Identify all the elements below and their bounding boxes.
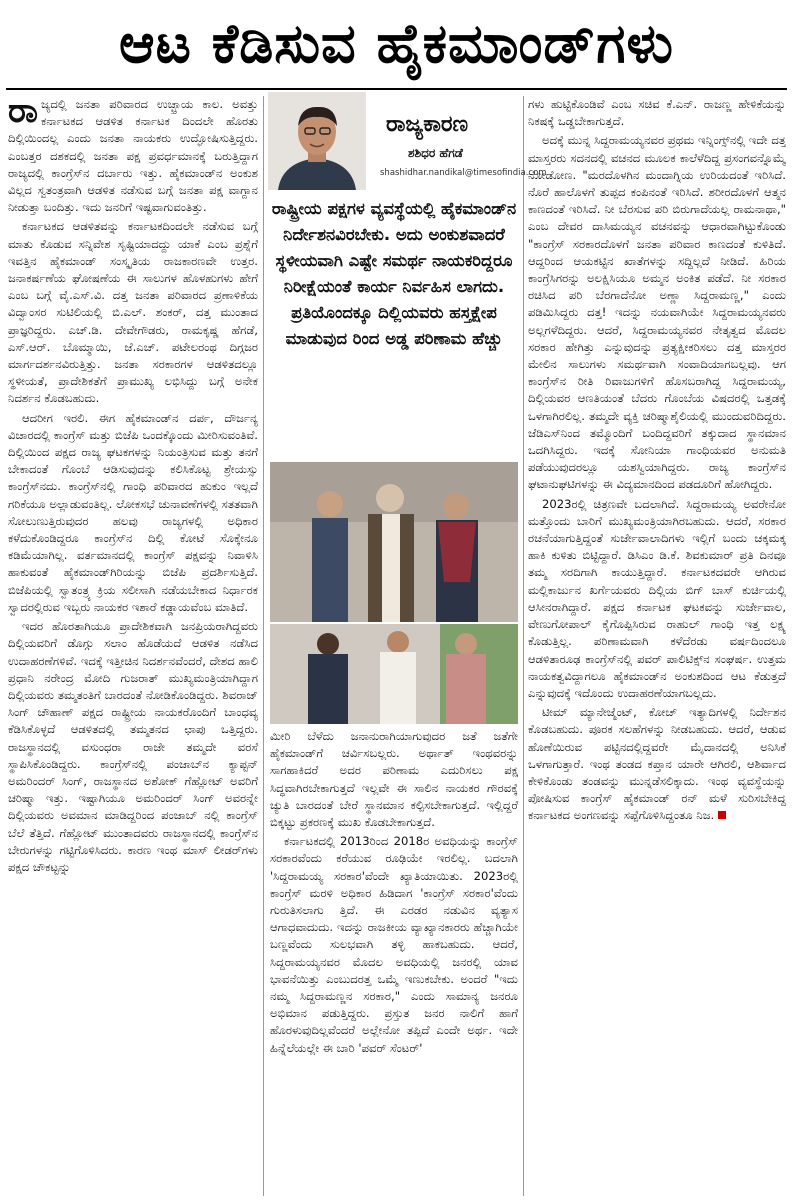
col1-para-4: ಇದರ ಹೊರತಾಗಿಯೂ ಪ್ರಾದೇಶಿಕವಾಗಿ ಜನಪ್ರಿಯರಾಗಿದ್ದವರು ದಿಲ್ಲಿಯವರಿಗೆ ಡೊಗ್ಗು ಸಲಾಂ ಹೊಡೆಯದೆ ಆಡಳಿತ ನಡೆಸಿದ ಉದಾಹರಣೆಗಳಿವೆ. ಇದಕ್ಕೆ ಇತ್ತೀಚಿನ ನಿದರ್ಶನವೆಂದರೆ, ದೇಶದ ಹಾಲಿ ಪ್ರಧಾನಿ ನರೇಂದ್ರ ಮೋದಿ ಗುಜರಾತ್ ಮುಖ್ಯಮಂತ್ರಿಯಾಗಿದ್ದಾಗ ದಿಲ್ಲಿಯವರು ತಮ್ಮತಂತಿಗೆ ಬಾರದಂತೆ ನೋಡಿಕೊಂಡಿದ್ದರು. ಶಿವರಾಜ್ ಸಿಂಗ್ ಚೌಹಾಣ್ ಪಕ್ಷದ ರಾಷ್ಟ್ರೀಯ ನಾಯಕರೊಂದಿಗೆ ಬಾಂಧವ್ಯ ಕೆಡಿಸಿಕೊಳ್ಳದೆ ಆಡಳಿತದಲ್ಲಿ ತಮ್ಮತನದ ಛಾಪು ಒತ್ತಿದ್ದರು. ರಾಜಸ್ಥಾನದಲ್ಲಿ ವಸುಂಧರಾ ರಾಜೇ ತಮ್ಮದೇ ವರಸೆ ಸ್ಥಾಪಿಸಿಕೊಂಡಿದ್ದರು. ಕಾಂಗ್ರೆಸ್‌ನಲ್ಲಿ ಪಂಜಾಬ್‌ನ ಕ್ಯಾಪ್ಟನ್ ಅಮರಿಂದರ್ ಸಿಂಗ್, ರಾಜಸ್ಥಾನದ ಅಶೋಕ್ ಗೆಹ್ಲೋಟ್ ಅವರಿಗೆ ಚರಿಷ್ಮಾ ಇತ್ತು. ಇಷ್ಟಾಗಿಯೂ ಅಮರಿಂದರ್ ಸಿಂಗ್ ಅವರನ್ನೇ ದಿಲ್ಲಿಯವರು ಅವಮಾನ ಮಾಡಿದ್ದರಿಂದ ಪಂಜಾಬ್ ನಲ್ಲಿ ಕಾಂಗ್ರೆಸ್ ಬೆಲೆ ತೆತ್ತಿದೆ. ಗೆಹ್ಲೋಟ್ ಮುಂತಾದವರು ರಾಜಸ್ಥಾನದಲ್ಲಿ ಕಾಂಗ್ರೆಸ್‌ನ ಬೇರುಗಳನ್ನು ಗಟ್ಟಿಗೊಳಿಸಿದರು. ಕಾರಣ ಇಂಥ ಮಾಸ್ ಲೀಡರ್‌ಗಳು ಪಕ್ಷದ ಚೌಕಟ್ಟನ್ನು (8, 619, 258, 874)
headline: ಆಟ ಕೆಡಿಸುವ ಹೈಕಮಾಂಡ್‌ಗಳು (119, 12, 674, 75)
col1-para-2: ಕರ್ನಾಟಕದ ಆಡಳಿತವನ್ನು ಕರ್ನಾಟಕದಿಂದಲೇ ನಡೆಸುವ ಬಗ್ಗೆ ಮಾತು ಕೊಡುವ ಸನ್ನಿವೇಶ ಸೃಷ್ಟಿಯಾದದ್ದು ಯಾಕೆ ಎಂಬ ಪ್ರಶ್ನೆಗೆ ಇವತ್ತಿನ ಹೈಕಮಾಂಡ್ ಸಂಸ್ಕೃತಿಯ ರಾಜಕಾರಣವೇ ಉತ್ತರ. ಜನಾಕರ್ಷಣೆಯ ಘೋಷಣೆಯ ಈ ಸಾಲುಗಳ ಹೊಳಹುಗಳು ಹೇಗೆ ಎಂಬ ಬಗ್ಗೆ ವೈ.ಎಸ್.ವಿ. ದತ್ತ ಜನತಾ ಪರಿವಾರದ ಪ್ರಣಾಳಿಕೆಯ ವಿದ್ವಾಂಸರ ಸುಟಿಲಿಯಲ್ಲಿ ಬಿ.ಎಲ್. ಶಂಕರ್, ದತ್ತ ಮುಂತಾದ ಪ್ರಾಜ್ಞರಿದ್ದರು. ಎಚ್.ಡಿ. ದೇವೇಗೌಡರು, ರಾಮಕೃಷ್ಣ ಹೆಗಡೆ, ಎಸ್.ಆರ್. ಬೊಮ್ಮಾಯಿ, ಜೆ.ಎಚ್. ಪಟೇಲರಂಥ ದಿಗ್ಗಜರ ಮಾರ್ಗದರ್ಶನವಿರುತ್ತಿತ್ತು. ಜನತಾ ಸರಕಾರಗಳ ಆಡಳಿತದಲ್ಲೂ ಸ್ಥಳೀಯತೆ, ಪ್ರಾದೇಶಿಕತೆಗೆ ಪ್ರಾಮುಖ್ಯ ಲಭಿಸಿದ್ದು ಬಗ್ಗೆ ಅನೇಕ ನಿದರ್ಶನ ಕೊಡಬಹುದು. (8, 219, 258, 406)
news-photo-bjp-leaders (270, 462, 518, 622)
col2-para-1: ಮೀರಿ ಬೆಳೆದು ಜನಾನುರಾಗಿಯಾಗುವುದರ ಜತೆ ಜತೆಗೇ ಹೈಕಮಾಂಡ್‌ಗೆ ಚರ್ವಿಸಬಲ್ಲರು. ಅರ್ಥಾತ್ ಇಂಥವರನ್ನು ಸಾಗಹಾಕಿದರೆ ಅದರ ಪರಿಣಾಮ ಎದುರಿಸಲು ಪಕ್ಷ ಸಿದ್ಧವಾಗಿರಬೇಕಾಗುತ್ತದೆ ಇಲ್ಲವೇ ಈ ಸಾಲಿನ ನಾಯಕರ ಗೌರವಕ್ಕೆ ಚ್ಯುತಿ ಬಾರದಂತೆ ಬೇರೆ ಸ್ಥಾನಮಾನ ಕಲ್ಪಿಸಬೇಕಾಗುತ್ತದೆ. ಇಲ್ಲಿದ್ದರೆ ಬಿಕ್ಕಟ್ಟು ಪ್ರಕರಣಕ್ಕೆ ಮುಖ ಕೊಡಬೇಕಾಗುತ್ತದೆ. (270, 729, 518, 830)
col1-para-3: ಆದರೀಗ ಇರಲಿ. ಈಗ ಹೈಕಮಾಂಡ್‌ನ ದರ್ಪ, ದೌರ್ಜನ್ಯ ವಿಚಾರದಲ್ಲಿ ಕಾಂಗ್ರೆಸ್ ಮತ್ತು ಬಿಜೆಪಿ ಒಂದಕ್ಕೊಂದು ಮೀರಿಸುವಂತಿವೆ. ದಿಲ್ಲಿಯಿಂದ ಪಕ್ಷದ ರಾಜ್ಯ ಘಟಕಗಳನ್ನು ನಿಯಂತ್ರಿಸುವ ಮತ್ತು ತನಗೆ ಬೇಕಾದಂತೆ ಗೊಂಬೆ ಆಡಿಸುವುದನ್ನು ಕಲಿಸಿಕೊಟ್ಟ ಶ್ರೇಯಸ್ಸು ಕಾಂಗ್ರೆಸ್‌ನದು. ಕಾಂಗ್ರೆಸ್‌ನಲ್ಲಿ ಗಾಂಧಿ ಪರಿವಾರದ ಹುಕುಂ ಇಲ್ಲದೆ ಗರಿಕೆಯೂ ಅಲ್ಲಾಡುವಂತಿಲ್ಲ. ಲೋಕಸಭೆ ಚುನಾವಣೆಗಳಲ್ಲಿ ಸತತವಾಗಿ ಸೋಲುಣುತ್ತಿರುವುದರ ಹಲವು ರಾಜ್ಯಗಳಲ್ಲಿ ಅಧಿಕಾರ ಕಳೆದುಕೊಂಡಿದ್ದರೂ ಕಾಂಗ್ರೆಸ್‌ನ ದಿಲ್ಲಿ ಕೋಟೆ ಸೊಕ್ಕೇನೂ ಕಡಿಮೆಯಾಗಿಲ್ಲ. ವರ್ತಮಾನದಲ್ಲಿ ಕಾಂಗ್ರೆಸ್ ಪಕ್ಷವನ್ನು ನಿವಾಳಿಸಿ ಹಾಕುವಂತೆ ಹೈಕಮಾಂಡ್‌ಗಿರಿಯನ್ನು ಬಿಜೆಪಿ ಪ್ರದರ್ಶಿಸುತ್ತಿದೆ. ಬಿಜೆಪಿಯಲ್ಲಿ ಸ್ವಾತಂತ್ರ್ಯ ಕ್ರಿಯ ಸಲೀಸಾಗಿ ನಡೆಯಬೇಕಾದ ನಿರ್ಧಾರಕ ಸ್ವಾದರಲ್ಲಿರುವ ಇಬ್ಬರು ನಾಯಕರ ಇಶಾರೆ ಕಡ್ಡಾಯವೆಂಬ ಮಾತಿದೆ. (8, 410, 258, 614)
headline-rule (6, 88, 787, 90)
author-photo (268, 92, 366, 190)
column-2 (270, 728, 518, 1198)
end-mark-icon (718, 811, 726, 819)
author-email[interactable]: shashidhar.nandikal@timesofindia.com (380, 168, 547, 178)
col3-para-2: ಅದಕ್ಕೆ ಮುನ್ನ ಸಿದ್ದರಾಮಯ್ಯನವರ ಪ್ರಥಮ ಇನ್ನಿಂಗ್ಸ್‌ನಲ್ಲಿ ಇದೇ ದತ್ತ ಮಾಸ್ತರರು ಸದನದಲ್ಲಿ ವಚನದ ಮೂಲಕ ಕಾಲೆಳೆದಿದ್ದ ಪ್ರಸಂಗವನ್ನೊಮ್ಮೆ ನೋಡೋಣ. "ಮರದೊಳಗಿನ ಮಂದಾಗ್ನಿಯ ಉರಿಯದಂತೆ ಇರಿಸಿದೆ. ನೊರೆ ಹಾಲೊಳಗೆ ತುಪ್ಪದ ಕಂಪಿನಂತೆ ಇರಿಸಿದೆ. ಶರೀರದೊಳಗೆ ಆತ್ಮನ ಕಾಣದಂತೆ ಇರಿಸಿದೆ. ನೀ ಬೆರಸುವ ಪರಿ ಬಿರುಗಾದೆಯಲ್ಲ ರಾಮನಾಥಾ," ಎಂಬ ದೇವರ ದಾಸಿಮಯ್ಯನ ವಚನವನ್ನು ಆಧಾರವಾಗಿಟ್ಟುಕೊಂಡು "ಕಾಂಗ್ರೆಸ್ ಸರಕಾರದೊಳಗೆ ಜನತಾ ಪರಿವಾರ ಕಾಣದಂತೆ ಕುಳಿತಿದೆ. ಆದ್ದರಿಂದ ಆಯಕಟ್ಟಿನ ಖಾತೆಗಳನ್ನು ಸದ್ದಿಲ್ಲದೆ ನೀಡಿದೆ. ಹಿರಿಯ ಕಾಂಗ್ರೆಸಿಗರನ್ನು ಅಲಕ್ಷಿಸಿಯೂ ಅಮ್ಮನ ಅಂಕಿತ ಪಡೆದೆ. ನೀ ಸರಕಾರ ರಚಿಸಿದ ಪರಿ ಬೆರಗಾದೆನೋ ಅಣ್ಣಾ ಸಿದ್ದರಾಮಣ್ಣ," ಎಂದು ಪಡಿಮಿಸಿದ್ದರು ದತ್ತ! ಇದನ್ನು ನಯವಾಗಿಯೇ ಸಿದ್ದರಾಮಯ್ಯನವರು ಅಲ್ಲಗಳೆದಿದ್ದರು. ಆದರೆ, ಸಿದ್ದರಾಮಯ್ಯನವರ ನೇತೃತ್ವದ ಮೊದಲ ಸರಕಾರ ಹೇಗಿತ್ತು ಎನ್ನುವುದನ್ನು ಪ್ರತ್ಯಕ್ಷೀಕರಿಸಲು ದತ್ತ ಮಾಸ್ತರರ ಮೇಲಿನ ಸಾಲುಗಳು ಸಮರ್ಥವಾಗಿ ಸಂವಾದಿಯಾಗಬಲ್ಲವು. ಆಗ ಕಾಂಗ್ರೆಸ್‌ನ ರೀತಿ ರಿವಾಜುಗಳಿಗೆ ಹೊಸಬರಾಗಿದ್ದ ಸಿದ್ದರಾಮಯ್ಯ, ದಿಲ್ಲಿಯವರ ಆಣತಿಯಂತೆ ಬೆದರು ಗೊಂಬೆಯ ವಿಷದರಲ್ಲಿ ಒತ್ತಡಕ್ಕೆ ಒಳಗಾಗಿರಲಿಲ್ಲ. ತಮ್ಮದೇ ವ್ಯಕ್ತಿ ಚರಿಷ್ಮಾಶೈಲಿಯಲ್ಲಿ ಮುಂದುವರಿದಿದ್ದರು. ಜೆಡಿಎಸ್‌ನಿಂದ ತಮ್ಮೊಂದಿಗೆ ಬಂದಿದ್ದವರಿಗೆ ತಕ್ಕುದಾದ ಸ್ಥಾನಮಾನ ಒದಗಿಸಿದ್ದರು. ಇದಕ್ಕೆ ಸೋನಿಯಾ ಗಾಂಧಿಯವರ ಅನುಮತಿ ಪಡೆಯುವುದರಲ್ಲೂ ಯಶಸ್ವಿಯಾಗಿದ್ದರು. ರಾಜ್ಯ ಕಾಂಗ್ರೆಸ್‌ನ ಘಟಾನುಘಟಿಗಳನ್ನು ಈ ವಿದ್ಯಮಾನದಿಂದ ಪಡದೂರಿಗೆ ಹೋಗಿದ್ದರು. (528, 133, 786, 492)
pull-quote: ರಾಷ್ಟ್ರೀಯ ಪಕ್ಷಗಳ ವ್ಯವಸ್ಥೆಯಲ್ಲಿ ಹೈಕಮಾಂಡ್‌ನ ನಿರ್ದೇಶನವಿರಬೇಕು. ಅದು ಅಂಕುಶವಾದರೆ ಸ್ಥಳೀಯವಾಗಿ ಎಷ್ಟೇ ಸಮರ್ಥ ನಾಯಕರಿದ್ದರೂ ನಿರೀಕ್ಷೆಯಂತೆ ಕಾರ್ಯ ನಿರ್ವಹಿಸ ಲಾಗದು. ಪ್ರತಿಯೊಂದಕ್ಕೂ ದಿಲ್ಲಿಯವರು ಹಸ್ತಕ್ಷೇಪ ಮಾಡುವುದ ರಿಂದ ಅಡ್ಡ ಪರಿಣಾಮ ಹೆಚ್ಚು (271, 199, 517, 348)
column-1 (8, 96, 258, 1196)
col1-para-1 (8, 96, 258, 216)
col3-para-4 (528, 704, 786, 824)
author-portrait (268, 92, 366, 190)
drop-cap: ರಾ (8, 96, 38, 131)
photo-illustration-1 (270, 462, 518, 622)
byline-box (268, 92, 547, 190)
col2-para-2: ಕರ್ನಾಟಕದಲ್ಲಿ 2013ರಿಂದ 2018ರ ಅವಧಿಯನ್ನು ಕಾಂಗ್ರೆಸ್ ಸರಕಾರವೆಂದು ಕರೆಯುವ ರೂಢಿಯೇ ಇರಲಿಲ್ಲ. ಬದಲಾಗಿ 'ಸಿದ್ದರಾಮಯ್ಯ ಸರಕಾರ'ವೆಂದೇ ಖ್ಯಾತಿಯಾಯಿತು. 2023ರಲ್ಲಿ ಕಾಂಗ್ರೆಸ್ ಮರಳಿ ಅಧಿಕಾರ ಹಿಡಿದಾಗ 'ಕಾಂಗ್ರೆಸ್ ಸರಕಾರ'ವೆಂದು ಗುರುತಿಸಲಾಗು ತ್ತಿದೆ. ಈ ಎರಡರ ನಡುವಿನ ವ್ಯತ್ಯಾಸ ಆಗಾಧವಾದುದು. ಇದನ್ನು ರಾಜಕೀಯ ವ್ಯಾಖ್ಯಾನಕಾರರು ಹೆಚ್ಚಾಗಿಯೇ ಬಣ್ಣವೆಂದು ಸುಲಭವಾಗಿ ತಳ್ಳಿ ಹಾಕಬಹುದು. ಆದರೆ, ಸಿದ್ದರಾಮಯ್ಯನವರ ಮೊದಲ ಅವಧಿಯಲ್ಲಿ ಜನರಲ್ಲಿ ಯಾವ ಭಾವನೆಯಿತ್ತು ಎಂಬುದರತ್ತ ಒಮ್ಮೆ ಇಣುಕಬೇಕು. ಅಂದರೆ "ಇದು ನಮ್ಮ ಸಿದ್ದರಾಮಣ್ಣನ ಸರಕಾರ," ಎಂದು ಸಾಮಾನ್ಯ ಜನರೂ ಅಭಿಮಾನ ಪಡುತ್ತಿದ್ದರು. ಪ್ರಸ್ತುತ ಜನರ ನಾಲಿಗೆ ಹಾಗೆ ಹೊರಳುವುದಿಲ್ಲವೆಂದರೆ ಅಲ್ಲೇನೋ ತಪ್ಪಿದೆ ಎಂದೇ ಅರ್ಥ. ಇದೇ ಹಿನ್ನೆಲೆಯಲ್ಲೇ ಈ ಬಾರಿ 'ಪವರ್ ಸೆಂಟರ್' (270, 834, 518, 1055)
column-divider-2 (523, 96, 524, 1196)
col3-para-1: ಗಳು ಹುಟ್ಟಿಕೊಂಡಿವೆ ಎಂಬ ಸಚಿವ ಕೆ.ಎನ್. ರಾಜಣ್ಣ ಹೇಳಿಕೆಯನ್ನು ನಿಕಷಕ್ಕೆ ಒಡ್ಡಬೇಕಾಗುತ್ತದೆ. (528, 97, 786, 129)
author-name: ಶಶಿಧರ ಹೆಗಡೆ (408, 146, 463, 160)
column-divider-1 (263, 96, 264, 1196)
photo-illustration-2 (270, 624, 518, 724)
column-3 (528, 96, 786, 1196)
col3-para-3: 2023ರಲ್ಲಿ ಚಿತ್ರಣವೇ ಬದಲಾಗಿದೆ. ಸಿದ್ದರಾಮಯ್ಯ ಅವರೇನೋ ಮತ್ತೊಂದು ಬಾರಿಗೆ ಮುಖ್ಯಮಂತ್ರಿಯಾಗಿರಬಹುದು. ಆದರೆ, ಸರಕಾರ ರಚನೆಯಾಗುತ್ತಿದ್ದಂತೆ ಸುರ್ಜೇವಾಲಾದಿಗಳು ಇಲ್ಲಿಗೆ ಬಂದು ಚಕ್ಕಮಕ್ಕ ಹಾಕಿ ಕುಳಿತು ಬಿಟ್ಟಿದ್ದಾರೆ. ಡಿಸಿಎಂ ಡಿ.ಕೆ. ಶಿವಕುಮಾರ್ ಪ್ರತಿ ದಿನವೂ ತಮ್ಮ ಸರದಿಗಾಗಿ ಕಾಯುತ್ತಿದ್ದಾರೆ. ಕರ್ನಾಟಕದವರೇ ಆಗಿರುವ ಮಲ್ಲಿಕಾರ್ಜುನ ಖರ್ಗೆಯವರು ದಿಲ್ಲಿಯ ಬಿಗ್ ಬಾಸ್ ಕುರ್ಚಿಯಲ್ಲಿ ಆಸೀನರಾಗಿದ್ದಾರೆ. ಪಕ್ಷದ ಕರ್ನಾಟಕ ಘಟಕವನ್ನು ಸುರ್ಜೇವಾಲ, ವೇಣುಗೋಪಾಲ್ ಕೈಗೊಪ್ಪಿಸಿರುವ ರಾಹುಲ್ ಗಾಂಧಿ ಇತ್ತ ಲಕ್ಷ್ಯ ಕೊಡುತ್ತಿಲ್ಲ. ಪರಿಣಾಮವಾಗಿ ಕಳೆದೆರಡು ವರ್ಷದಿಂದಲೂ ಆಡಳಿತಾರೂಢ ಕಾಂಗ್ರೆಸ್‌ನಲ್ಲಿ ಪವರ್ ಪಾಲಿಟಿಕ್ಸ್‌ನ ಸಂಘರ್ಷ. ಉತ್ತಮ ನಾಯಕತ್ವವಿದ್ದಾಗಲೂ ಹೈಕಮಾಂಡ್‌ನ ಅಂಕುಶದಿಂದ ಆಟ ಕೆಡುತ್ತದೆ ಎನ್ನುವುದಕ್ಕೆ ಇದೊಂದು ಉದಾಹರಣೆಯಾಗಬಲ್ಲದು. (528, 496, 786, 700)
col1-para-1-text: ಜ್ಯದಲ್ಲಿ ಜನತಾ ಪರಿವಾರದ ಉಚ್ಛ್ರಾಯ ಕಾಲ. ಅವತ್ತು ಕರ್ನಾಟಕದ ಆಡಳಿತ ಕರ್ನಾಟಕ ದಿಂದಲೇ ಹೊರತು ದಿಲ್ಲಿಯಿಂದಲ್ಲ ಎಂದು ಜನತಾ ನಾಯಕರು ಉದ್ಘೋಷಿಸುತ್ತಿದ್ದರು. ಎಂಬತ್ತರ ದಶಕದಲ್ಲಿ ಜನತಾ ಪಕ್ಷ ಪ್ರವರ್ಧಮಾನಕ್ಕೆ ಬರುತ್ತಿದ್ದಾಗ ರಾಜ್ಯದಲ್ಲಿ ಕಾಂಗ್ರೆಸ್‌ನ ದರ್ಬಾರು ಇತ್ತು. ಹೈಕಮಾಂಡ್‌ನ ಅಂಕುಶ ವಿಲ್ಲದ ಸ್ವತಂತ್ರವಾಗಿ ಆಡಳಿತ ನಡೆಸುವ ಬಗ್ಗೆ ಜನತಾ ಪಕ್ಷ ವಾಗ್ದಾನ ನೀಡುತ್ತಾ ಬಂದಿತ್ತು. ಇದು ಜನರಿಗೆ ಇಷ್ಟವಾಗುವಂತಿತ್ತು. (8, 97, 258, 215)
news-photo-congress-leaders (270, 624, 518, 724)
col3-para-4-text: ಟೀಮ್ ಮ್ಯಾನೇಜ್ಮೆಂಟ್, ಕೋಚ್ ಇತ್ಯಾದಿಗಳಲ್ಲಿ ನಿರ್ದೇಶನ ಕೊಡಬಹುದು. ಪೂರಕ ಸಲಹೆಗಳನ್ನು ನೀಡಬಹುದು. ಆದರೆ, ಆಡುವ ಹೊಣೆಯಿರುವ ಪಟ್ಟಿನದಲ್ಲಿದ್ದವರೇ ಮೈದಾನದಲ್ಲಿ ಅನಿಸಿಕೆ ಒಳಗಾಗುತ್ತಾರೆ. ಇಂಥ ತಂಡದ ಕಪ್ತಾನ ಯಾರೇ ಆಗಿರಲಿ, ಆಶಿರ್ವಾದ ಕೇಳಿಕೊಂಡು ತಂಡವನ್ನು ಮುನ್ನಡೆಸಲಿಕ್ಕಾದು. ಇಂಥ ವ್ಯವಸ್ಥೆಯನ್ನು ಪೋಷಿಸುವ ಕಾಂಗ್ರೆಸ್ ಹೈಕಮಾಂಡ್ ರನ್ ಮಳೆ ಸುರಿಸಬೇಕಿದ್ದ ಕರ್ನಾಟಕದ ಅಂಗಣವನ್ನು ಸಪ್ಪೆಗೊಳಿಸಿದ್ದಂತೂ ನಿಜ. (528, 705, 786, 823)
column-title: ರಾಜ್ಯಕಾರಣ (386, 112, 469, 137)
